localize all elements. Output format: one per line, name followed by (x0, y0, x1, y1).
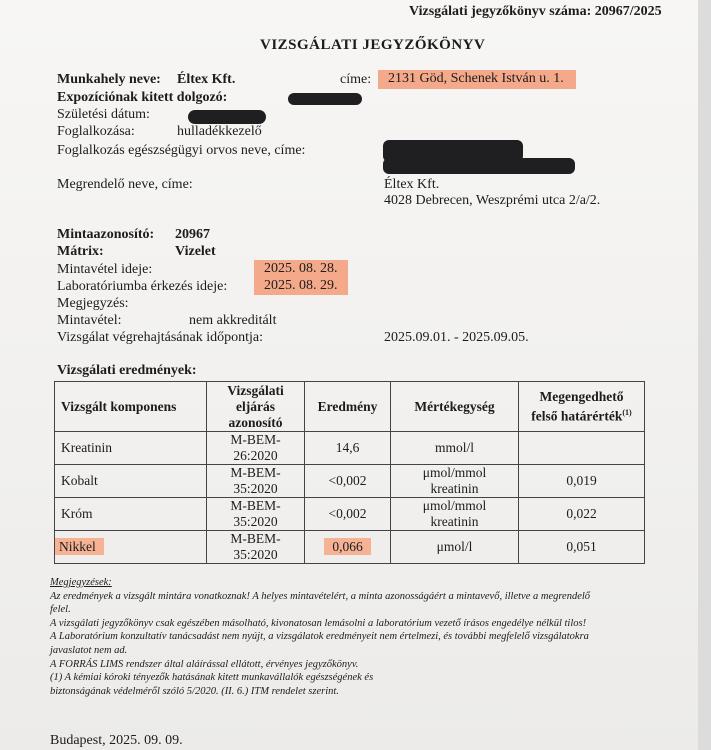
cell-method-line1: M-BEM- (230, 498, 281, 513)
header-limit-line2 (523, 405, 640, 425)
document-title: VIZSGÁLATI JEGYZŐKÖNYV (260, 37, 486, 53)
table-row (55, 465, 645, 498)
cell-component: Króm (55, 498, 207, 531)
exposed-worker-label: Expozíciónak kitett dolgozó: (57, 90, 228, 105)
header-result: Eredmény (305, 382, 391, 432)
cell-unit-line1: μmol/mmol (422, 498, 487, 513)
doctor-label: Foglalkozás egészségügyi orvos neve, címe: (57, 143, 306, 158)
occupation-value: hulladékkezelő (177, 124, 262, 139)
highlighted-result: 0,066 (324, 538, 370, 555)
header-limit-text: felső határérték (531, 408, 623, 424)
orderer-address: 4028 Debrecen, Weszprémi utca 2/a/2. (384, 193, 601, 208)
matrix-label: Mátrix: (57, 244, 104, 259)
workplace-name-label: Munkahely neve: (57, 72, 161, 87)
note-line: felel. (50, 604, 71, 616)
cell-result: <0,002 (305, 465, 391, 498)
header-method-line2: eljárás (236, 398, 275, 414)
cell-method-line1: M-BEM- (230, 432, 281, 447)
redacted-worker-name (288, 93, 362, 105)
results-header-row (55, 382, 645, 432)
notes-block (50, 576, 670, 698)
cell-limit: 0,051 (519, 531, 645, 564)
results-section-title: Vizsgálati eredmények: (57, 363, 197, 378)
report-number-value: 20967/2025 (594, 4, 662, 19)
sample-id-label: Mintaazonosító: (57, 227, 155, 242)
header-method-line3: azonosító (228, 414, 283, 430)
note-line: javaslatot nem ad. (50, 644, 128, 656)
lab-arrival-highlight (254, 277, 348, 295)
cell-limit: 0,019 (519, 465, 645, 498)
cell-unit: mmol/l (391, 432, 519, 465)
cell-method-line1: M-BEM- (230, 531, 281, 546)
occupation-label: Foglalkozása: (57, 124, 135, 139)
workplace-address-highlight (378, 70, 576, 89)
cell-method-line1: M-BEM- (230, 465, 281, 480)
cell-unit: μmol/l (391, 531, 519, 564)
birth-date-label: Születési dátum: (57, 107, 150, 122)
cell-unit-line2: kreatinin (430, 481, 479, 496)
cell-result (305, 531, 391, 564)
results-table (54, 381, 645, 564)
orderer-name: Éltex Kft. (384, 177, 440, 192)
table-row (55, 498, 645, 531)
report-number-label: Vizsgálati jegyzőkönyv száma: (409, 4, 592, 19)
note-line: Az eredmények a vizsgált mintára vonatkoznak! A helyes mintavételért, a minta azonosságáért a mintavevő, illetve a megrendelő (50, 590, 591, 602)
redacted-birth-date (188, 110, 266, 124)
cell-unit-line2: kreatinin (430, 514, 479, 529)
note-line: A Laboratórium konzultatív tanácsadást nem nyújt, a vizsgálatok eredményeit nem értelmezi, és további megfelelő vizsgálatokra (50, 631, 589, 643)
note-line: A FORRÁS LIMS rendszer által aláírással ellátott, érvényes jegyzőkönyv. (50, 658, 359, 670)
header-limit (519, 382, 645, 432)
table-row (55, 432, 645, 465)
header-limit-sup: (1) (622, 407, 632, 417)
cell-result: <0,002 (305, 498, 391, 531)
cell-method (207, 432, 305, 465)
highlighted-component: Nikkel (55, 538, 104, 555)
cell-component (55, 531, 207, 564)
header-method-line1: Vizsgálati (227, 382, 284, 398)
header-limit-line1: Megengedhető (539, 388, 624, 404)
sample-id-value: 20967 (175, 227, 210, 242)
lab-arrival-value: 2025. 08. 29. (254, 277, 348, 295)
lab-arrival-label: Laboratóriumba érkezés ideje: (57, 279, 228, 294)
cell-method (207, 498, 305, 531)
cell-limit: 0,022 (519, 498, 645, 531)
header-component: Vizsgált komponens (55, 382, 207, 432)
note-line: A vizsgálati jegyzőkönyv csak egészében másolható, kivonatosan lemásolni a laboratórium vezető írásos engedélye nélkül tilos! (50, 617, 587, 629)
note-line: (1) A kémiai kóroki tényezők hatásának kitett munkavállalók egészségének és (50, 672, 374, 684)
cell-unit (391, 498, 519, 531)
header-method (207, 382, 305, 432)
sampling-date-label: Mintavétel ideje: (57, 262, 153, 277)
report-number-line (409, 4, 662, 20)
cell-method-line2: 26:2020 (233, 448, 278, 463)
sampling-value: nem akkreditált (189, 313, 277, 328)
header-unit: Mértékegység (391, 382, 519, 432)
table-row (55, 531, 645, 564)
notes-title: Megjegyzések: (50, 577, 112, 588)
cell-unit (391, 465, 519, 498)
cell-result: 14,6 (305, 432, 391, 465)
orderer-label: Megrendelő neve, címe: (57, 177, 193, 192)
execution-period-label: Vizsgálat végrehajtásának időpontja: (57, 330, 263, 345)
cell-component: Kobalt (55, 465, 207, 498)
redacted-doctor-address (383, 158, 575, 174)
note-line: biztonságának védelméről szóló 5/2020. (II. 6.) ITM rendelet szerint. (50, 685, 339, 697)
cell-unit-line1: μmol/mmol (422, 465, 487, 480)
workplace-address-label: címe: (340, 72, 372, 87)
cell-method-line2: 35:2020 (233, 514, 278, 529)
workplace-name-value: Éltex Kft. (177, 72, 236, 87)
place-date: Budapest, 2025. 09. 09. (50, 733, 183, 748)
execution-period-value: 2025.09.01. - 2025.09.05. (384, 330, 529, 345)
cell-method-line2: 35:2020 (233, 481, 278, 496)
cell-limit (519, 432, 645, 465)
matrix-value: Vizelet (175, 244, 216, 259)
sampling-label: Mintavétel: (57, 313, 122, 328)
cell-component: Kreatinin (55, 432, 207, 465)
cell-method-line2: 35:2020 (233, 547, 278, 562)
cell-method (207, 531, 305, 564)
sampling-date-highlight (254, 260, 348, 278)
cell-method (207, 465, 305, 498)
sampling-date-value: 2025. 08. 28. (254, 260, 348, 278)
remark-label: Megjegyzés: (57, 296, 129, 311)
workplace-address-value: 2131 Göd, Schenek István u. 1. (378, 70, 576, 89)
